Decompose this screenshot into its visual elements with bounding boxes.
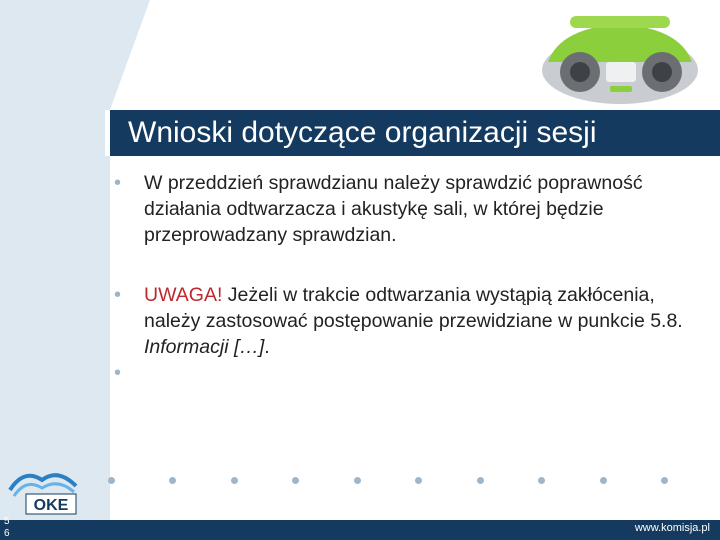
decorative-dot bbox=[108, 477, 115, 484]
bullet-italic-text: Informacji […] bbox=[144, 336, 265, 358]
decorative-dot bbox=[600, 477, 607, 484]
bullet-text: Jeżeli w trakcie odtwarzania wystąpią zakłócenia, należy zastosować postępowanie przewidziane w punkcie 5.8. bbox=[144, 284, 683, 332]
bullet-list bbox=[114, 170, 694, 386]
decorative-dot bbox=[477, 477, 484, 484]
oke-logo bbox=[6, 460, 86, 520]
bullet-item bbox=[114, 282, 694, 360]
warning-label: UWAGA! bbox=[144, 284, 223, 306]
decorative-dot bbox=[661, 477, 668, 484]
footer-website: www.komisja.pl bbox=[634, 522, 710, 534]
bullet-dot: • bbox=[114, 284, 122, 306]
decorative-dot bbox=[538, 477, 545, 484]
empty-bullet-item bbox=[114, 360, 694, 386]
bullet-dot: • bbox=[114, 172, 122, 194]
bullet-item bbox=[114, 170, 694, 248]
bullet-text: W przeddzień sprawdzianu należy sprawdzić poprawność działania odtwarzacza i akustykę sali, w której będzie przeprowadzany sprawdzian. bbox=[144, 172, 643, 246]
decorative-dots-row bbox=[108, 477, 668, 484]
bullet-end: . bbox=[264, 336, 270, 358]
slide-number: 5 6 bbox=[4, 516, 10, 539]
decorative-dot bbox=[169, 477, 176, 484]
decorative-dot bbox=[415, 477, 422, 484]
decorative-dot bbox=[231, 477, 238, 484]
decorative-dot bbox=[354, 477, 361, 484]
bullet-dot: • bbox=[114, 362, 122, 384]
cd-player-image bbox=[540, 10, 700, 106]
decorative-dot bbox=[292, 477, 299, 484]
slide-title: Wnioski dotyczące organizacji sesji bbox=[110, 110, 720, 156]
footer-bar bbox=[0, 520, 720, 540]
logo-text: OKE bbox=[33, 497, 69, 514]
